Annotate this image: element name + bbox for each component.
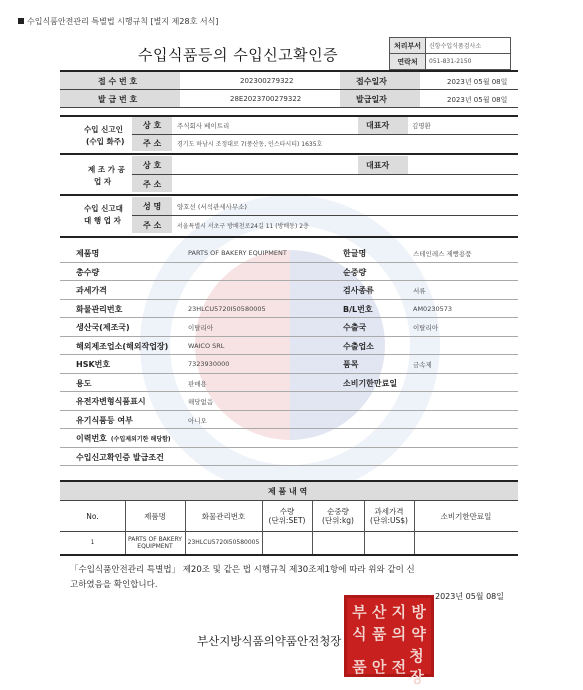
form-note: 수입식품안전관리 특별법 시행규칙 [별지 제28호 서식] bbox=[18, 16, 218, 27]
row-rule bbox=[60, 410, 518, 411]
manufacturer-label: 제 조 가 공 bbox=[88, 165, 125, 174]
seal-glyph: 산 bbox=[371, 603, 387, 621]
detail-label-right: 한글명 bbox=[343, 249, 367, 258]
receipt-date: 2023년 05월 08일 bbox=[447, 78, 508, 86]
detail-value-left: 23HLCU5720I50580005 bbox=[188, 304, 266, 313]
row-rule bbox=[60, 336, 518, 337]
issue-date-footer: 2023년 05월 08일 bbox=[435, 592, 504, 601]
detail-value-right: 스테인레스 제빵용품 bbox=[413, 250, 472, 258]
seal-glyph: 안 bbox=[371, 657, 387, 676]
importer-label: 수입 신고인 bbox=[84, 125, 123, 134]
phone-label: 연락처 bbox=[390, 54, 426, 70]
importer-label-sub: (수입 화주) bbox=[86, 137, 125, 146]
row-rule bbox=[60, 391, 518, 392]
detail-value-left: 판매용 bbox=[188, 379, 207, 388]
row-rule bbox=[60, 317, 518, 318]
row-rule bbox=[60, 354, 518, 355]
extra-label bbox=[76, 452, 164, 463]
manufacturer-name-label: 상 호 bbox=[143, 161, 162, 170]
product-table-cell: 23HLCU5720I50580005 bbox=[187, 539, 260, 547]
ministry-emblem-watermark bbox=[140, 195, 440, 495]
row-rule bbox=[60, 262, 518, 263]
product-table-cell bbox=[262, 532, 312, 554]
extra-label-note: (수입제외기한 해당함) bbox=[110, 436, 171, 443]
product-table-cell bbox=[414, 532, 518, 554]
row-rule bbox=[60, 299, 518, 300]
product-table-header: 순중량 (단위:kg) bbox=[322, 507, 354, 525]
seal-glyph: 약 bbox=[411, 625, 426, 643]
product-table-header: 제품명 bbox=[144, 511, 166, 521]
extra-label bbox=[76, 396, 146, 407]
extra-label-text: 유기식품등 여부 bbox=[76, 415, 133, 425]
receipt-date-label: 접수일자 bbox=[356, 77, 387, 86]
detail-label-right: 수출국 bbox=[343, 323, 367, 332]
importer-addr: 경기도 하남시 조정대로 7(풍산동, 인스타시티) 1635호 bbox=[177, 141, 323, 148]
receipt-no: 202300279322 bbox=[240, 77, 294, 85]
detail-label-left: 총수량 bbox=[76, 267, 100, 277]
issue-date: 2023년 05월 08일 bbox=[447, 96, 508, 104]
agent-addr: 서울특별시 서초구 방배천로24길 11 (방배동) 2층 bbox=[177, 223, 309, 230]
col-rule bbox=[262, 501, 263, 554]
detail-label-right: 수출업소 bbox=[343, 341, 374, 351]
manufacturer-rep-label: 대표자 bbox=[366, 161, 390, 170]
importer-rep: 김명환 bbox=[412, 122, 431, 130]
product-table-header: No. bbox=[86, 511, 99, 521]
issue-no-label: 발 급 번 호 bbox=[98, 95, 138, 104]
seal-glyph: 전 bbox=[391, 657, 407, 676]
seal-glyph: 품 bbox=[352, 657, 367, 676]
statement-line-2: 고하였음을 확인합니다. bbox=[70, 580, 158, 590]
detail-label-right: 순중량 bbox=[343, 267, 367, 277]
detail-label-right: 품목 bbox=[343, 360, 359, 369]
detail-label-left: 생산국(제조국) bbox=[76, 323, 130, 332]
detail-label-left: 용도 bbox=[76, 378, 92, 388]
importer-name-label: 상 호 bbox=[143, 121, 162, 130]
row-rule bbox=[60, 428, 518, 429]
extra-value: 해당없음 bbox=[188, 398, 214, 406]
seal-glyph: 지 bbox=[391, 603, 407, 621]
manufacturer-addr-label: 주 소 bbox=[143, 180, 162, 189]
detail-label-right: B/L번호 bbox=[343, 304, 373, 314]
contact-box bbox=[389, 37, 511, 70]
manufacturer-label-sub: 업 자 bbox=[94, 177, 112, 186]
seal-glyph: 방 bbox=[411, 603, 426, 621]
extra-label-text: 유전자변형식품표시 bbox=[76, 397, 146, 406]
col-rule bbox=[185, 501, 186, 554]
detail-label-left: 과세가격 bbox=[76, 286, 107, 295]
importer-rep-label: 대표자 bbox=[366, 121, 390, 130]
detail-value-right: 서류 bbox=[413, 287, 426, 295]
detail-value-left: 7323930000 bbox=[188, 360, 230, 368]
seal-glyph: 품 bbox=[371, 625, 387, 643]
detail-label-left: 화물관리번호 bbox=[76, 304, 123, 314]
extra-label-text: 이력번호 bbox=[76, 434, 107, 443]
product-table-cell: 1 bbox=[90, 539, 95, 547]
extra-label bbox=[76, 433, 171, 444]
seal-glyph: 청장 bbox=[409, 647, 424, 686]
detail-label-right: 소비기한만료일 bbox=[343, 378, 398, 388]
product-table-header: 소비기한만료일 bbox=[440, 511, 492, 521]
statement-line-1: 「수입식품안전관리 특별법」 제20조 및 같은 법 시행규칙 제30조제1항에 따라 위와 같이 신 bbox=[70, 565, 415, 575]
issuer-name: 부산지방식품의약품안전청장 bbox=[197, 634, 342, 648]
product-table-cell: PARTS OF BAKERY EQUIPMENT bbox=[128, 535, 182, 550]
issue-date-label: 발급일자 bbox=[356, 95, 387, 104]
detail-value-left: PARTS OF BAKERY EQUIPMENT bbox=[188, 249, 287, 257]
extra-value: 아니오 bbox=[188, 416, 207, 425]
agent-addr-label: 주 소 bbox=[143, 221, 162, 230]
product-table-title: 제 품 내 역 bbox=[268, 487, 308, 496]
row-rule bbox=[60, 373, 518, 374]
agent-label: 수입 신고대 bbox=[84, 204, 123, 213]
dept-label: 처리부서 bbox=[390, 38, 426, 54]
phone-value: 051-831-2150 bbox=[426, 54, 511, 70]
product-table-header: 과세가격 (단위:US$) bbox=[370, 507, 408, 525]
col-rule bbox=[125, 501, 126, 554]
agent-label-sub: 대 행 업 자 bbox=[84, 216, 121, 225]
product-table-cell bbox=[364, 532, 414, 554]
agent-name: 양호선 (서석관세사무소) bbox=[177, 203, 247, 211]
col-rule bbox=[364, 501, 365, 554]
agent-name-label: 성 명 bbox=[143, 202, 162, 211]
col-rule bbox=[312, 501, 313, 554]
row-rule bbox=[60, 447, 518, 448]
detail-label-left: 해외제조업소(해외작업장) bbox=[76, 341, 169, 351]
detail-value-right: AM0230573 bbox=[413, 304, 453, 313]
receipt-no-label: 접 수 번 호 bbox=[98, 77, 138, 86]
detail-label-left: 제품명 bbox=[76, 249, 100, 258]
official-seal bbox=[344, 595, 434, 686]
product-table-header: 수량 (단위:SET) bbox=[268, 507, 306, 525]
document-title: 수입식품등의 수입신고확인증 bbox=[138, 46, 339, 64]
detail-label-left: HSK번호 bbox=[76, 360, 111, 369]
detail-value-left: WAICO SRL bbox=[188, 341, 225, 350]
importer-name: 주식회사 베이트리 bbox=[177, 122, 230, 130]
issue-no: 28E2023700279322 bbox=[230, 95, 302, 103]
dept-value: 신항수입식품검사소 bbox=[426, 38, 511, 54]
seal-glyph: 의 bbox=[391, 625, 407, 643]
importer-addr-label: 주 소 bbox=[143, 139, 162, 148]
product-table-header: 화물관리번호 bbox=[201, 511, 246, 521]
row-rule bbox=[60, 465, 518, 466]
row-rule bbox=[60, 280, 518, 281]
detail-value-right: 금속제 bbox=[413, 361, 432, 369]
seal-glyph: 부 bbox=[352, 603, 367, 621]
seal-glyph: 식 bbox=[352, 625, 367, 643]
extra-label bbox=[76, 415, 133, 426]
extra-label-text: 수입신고확인증 발급조건 bbox=[76, 452, 164, 462]
col-rule bbox=[414, 501, 415, 554]
detail-value-left: 이탈리아 bbox=[188, 324, 214, 332]
detail-value-right: 이탈리아 bbox=[413, 324, 439, 332]
product-table-cell bbox=[312, 532, 364, 554]
detail-label-right: 검사종류 bbox=[343, 286, 374, 295]
